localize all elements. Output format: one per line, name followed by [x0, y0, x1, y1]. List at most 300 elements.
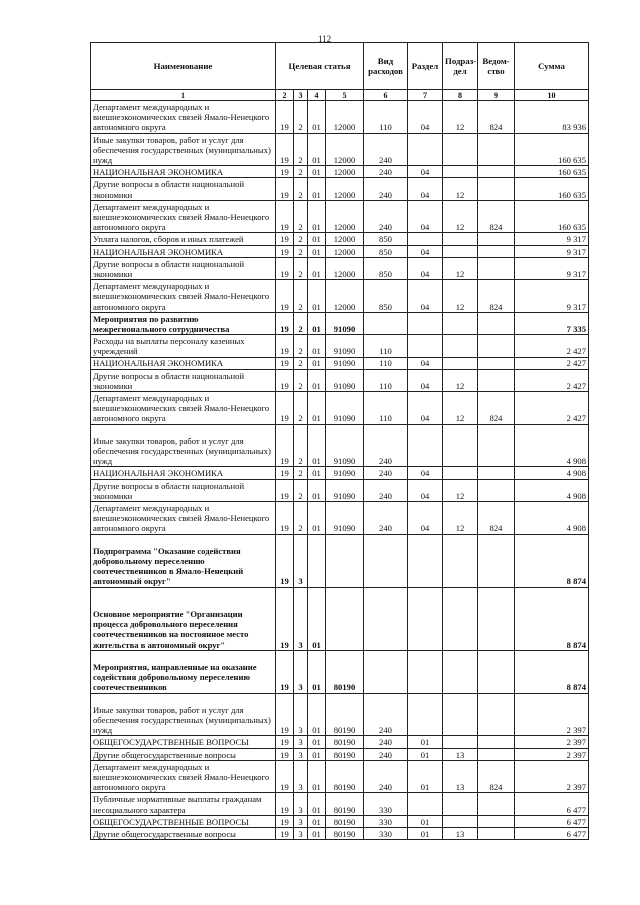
cell-sum: 4 908	[515, 479, 589, 501]
cell-name: Основное мероприятие "Организации процесса добровольного переселения соотечественников на постоянное место жительства в автономный округ"	[91, 587, 276, 650]
column-number: 4	[308, 90, 326, 101]
cell-expense-type	[364, 312, 408, 334]
cell-subsection	[443, 335, 478, 357]
cell-subsection	[443, 650, 478, 693]
cell-target-program: 19	[276, 793, 294, 815]
cell-subsection	[443, 815, 478, 827]
cell-name: Публичные нормативные выплаты гражданам несоциального характера	[91, 793, 276, 815]
table-row	[91, 392, 589, 425]
cell-sum: 7 335	[515, 312, 589, 334]
cell-section: 01	[408, 736, 443, 748]
cell-section: 04	[408, 502, 443, 535]
table-row	[91, 467, 589, 479]
cell-department	[478, 793, 515, 815]
cell-target-program: 19	[276, 534, 294, 587]
cell-department	[478, 587, 515, 650]
cell-name: НАЦИОНАЛЬНАЯ ЭКОНОМИКА	[91, 357, 276, 369]
cell-sum: 9 317	[515, 257, 589, 279]
cell-sum: 2 397	[515, 748, 589, 760]
cell-target-direction: 91090	[326, 335, 364, 357]
cell-department: 824	[478, 101, 515, 134]
cell-subsection: 12	[443, 200, 478, 233]
cell-target-direction: 12000	[326, 233, 364, 245]
cell-sum: 160 635	[515, 200, 589, 233]
table-row	[91, 101, 589, 134]
cell-expense-type: 240	[364, 133, 408, 166]
cell-department: 824	[478, 502, 515, 535]
cell-section: 04	[408, 166, 443, 178]
header-sum: Сумма	[515, 43, 589, 90]
cell-target-subprogram: 2	[294, 467, 308, 479]
cell-target-direction: 12000	[326, 178, 364, 200]
cell-sum: 160 635	[515, 178, 589, 200]
cell-target-program: 19	[276, 650, 294, 693]
cell-target-direction	[326, 534, 364, 587]
cell-target-direction: 80190	[326, 650, 364, 693]
cell-target-event: 01	[308, 357, 326, 369]
table-row	[91, 827, 589, 839]
cell-target-event: 01	[308, 815, 326, 827]
cell-expense-type: 240	[364, 748, 408, 760]
cell-target-program: 19	[276, 479, 294, 501]
cell-section	[408, 233, 443, 245]
cell-sum: 2 427	[515, 335, 589, 357]
cell-department	[478, 245, 515, 257]
table-row	[91, 233, 589, 245]
cell-target-event: 01	[308, 392, 326, 425]
cell-target-event: 01	[308, 133, 326, 166]
cell-target-event: 01	[308, 280, 326, 313]
cell-target-direction: 80190	[326, 760, 364, 793]
cell-section	[408, 587, 443, 650]
cell-target-subprogram: 2	[294, 479, 308, 501]
column-number: 5	[326, 90, 364, 101]
table-row	[91, 760, 589, 793]
cell-target-program: 19	[276, 357, 294, 369]
cell-department	[478, 424, 515, 467]
cell-target-subprogram: 2	[294, 369, 308, 391]
cell-target-event: 01	[308, 693, 326, 736]
cell-target-subprogram: 3	[294, 693, 308, 736]
cell-sum: 9 317	[515, 245, 589, 257]
cell-department	[478, 233, 515, 245]
column-number: 1	[91, 90, 276, 101]
cell-target-event: 01	[308, 748, 326, 760]
cell-section: 01	[408, 815, 443, 827]
cell-target-direction: 12000	[326, 101, 364, 134]
header-target-article: Целевая статья	[276, 43, 364, 90]
cell-name: Другие общегосударственные вопросы	[91, 748, 276, 760]
cell-subsection: 12	[443, 369, 478, 391]
cell-target-program: 19	[276, 424, 294, 467]
header-department: Ведом-ство	[478, 43, 515, 90]
cell-target-direction: 91090	[326, 392, 364, 425]
cell-department: 824	[478, 392, 515, 425]
table-row	[91, 650, 589, 693]
cell-target-event: 01	[308, 424, 326, 467]
cell-target-program: 19	[276, 166, 294, 178]
cell-subsection	[443, 467, 478, 479]
cell-subsection: 12	[443, 502, 478, 535]
cell-section	[408, 793, 443, 815]
cell-target-event: 01	[308, 335, 326, 357]
cell-target-subprogram: 3	[294, 760, 308, 793]
cell-subsection	[443, 245, 478, 257]
cell-name: Департамент международных и внешнеэкономических связей Ямало-Ненецкого автономного округа	[91, 760, 276, 793]
header-section: Раздел	[408, 43, 443, 90]
cell-subsection	[443, 233, 478, 245]
table-row	[91, 257, 589, 279]
cell-name: Другие вопросы в области национальной экономики	[91, 479, 276, 501]
cell-expense-type	[364, 587, 408, 650]
cell-expense-type: 850	[364, 233, 408, 245]
cell-target-direction: 91090	[326, 424, 364, 467]
cell-target-direction: 12000	[326, 133, 364, 166]
cell-name: НАЦИОНАЛЬНАЯ ЭКОНОМИКА	[91, 166, 276, 178]
cell-name: Иные закупки товаров, работ и услуг для обеспечения государственных (муниципальных) нужд	[91, 133, 276, 166]
cell-subsection: 13	[443, 748, 478, 760]
cell-expense-type: 850	[364, 245, 408, 257]
cell-expense-type: 850	[364, 280, 408, 313]
cell-expense-type: 240	[364, 736, 408, 748]
cell-department	[478, 827, 515, 839]
cell-target-event: 01	[308, 312, 326, 334]
table-row	[91, 166, 589, 178]
cell-target-event: 01	[308, 650, 326, 693]
cell-sum: 4 908	[515, 467, 589, 479]
cell-target-direction: 12000	[326, 166, 364, 178]
column-number: 10	[515, 90, 589, 101]
cell-subsection: 12	[443, 280, 478, 313]
cell-target-subprogram: 2	[294, 101, 308, 134]
table-row	[91, 424, 589, 467]
cell-target-program: 19	[276, 392, 294, 425]
cell-section: 04	[408, 392, 443, 425]
cell-target-direction: 91090	[326, 369, 364, 391]
table-row	[91, 793, 589, 815]
budget-table	[90, 42, 589, 840]
cell-section: 04	[408, 178, 443, 200]
cell-target-event: 01	[308, 760, 326, 793]
cell-sum: 2 427	[515, 357, 589, 369]
cell-department: 824	[478, 200, 515, 233]
cell-sum: 4 908	[515, 424, 589, 467]
cell-target-direction: 91090	[326, 479, 364, 501]
cell-name: Подпрограмма "Оказание содействия добровольному переселению соотечественников в Ямало-Ненецкий автономный округ"	[91, 534, 276, 587]
cell-target-event: 01	[308, 793, 326, 815]
column-number: 8	[443, 90, 478, 101]
cell-sum: 4 908	[515, 502, 589, 535]
cell-section: 04	[408, 357, 443, 369]
cell-section	[408, 312, 443, 334]
cell-expense-type: 110	[364, 392, 408, 425]
cell-section	[408, 650, 443, 693]
cell-expense-type: 850	[364, 257, 408, 279]
cell-target-program: 19	[276, 257, 294, 279]
cell-name: Другие общегосударственные вопросы	[91, 827, 276, 839]
cell-section: 04	[408, 369, 443, 391]
cell-sum: 6 477	[515, 815, 589, 827]
cell-sum: 160 635	[515, 166, 589, 178]
cell-section: 04	[408, 200, 443, 233]
cell-target-subprogram: 3	[294, 815, 308, 827]
cell-name: Департамент международных и внешнеэкономических связей Ямало-Ненецкого автономного округа	[91, 280, 276, 313]
cell-subsection	[443, 312, 478, 334]
cell-target-event: 01	[308, 369, 326, 391]
cell-target-event: 01	[308, 467, 326, 479]
cell-sum: 9 317	[515, 233, 589, 245]
cell-target-event: 01	[308, 587, 326, 650]
cell-name: ОБЩЕГОСУДАРСТВЕННЫЕ ВОПРОСЫ	[91, 736, 276, 748]
cell-sum: 2 427	[515, 392, 589, 425]
cell-expense-type: 240	[364, 200, 408, 233]
cell-target-program: 19	[276, 736, 294, 748]
cell-target-program: 19	[276, 502, 294, 535]
cell-subsection	[443, 693, 478, 736]
cell-subsection: 12	[443, 392, 478, 425]
cell-section: 01	[408, 760, 443, 793]
cell-target-subprogram: 2	[294, 424, 308, 467]
cell-name: Другие вопросы в области национальной экономики	[91, 178, 276, 200]
cell-department	[478, 479, 515, 501]
cell-sum: 2 397	[515, 760, 589, 793]
cell-department	[478, 257, 515, 279]
cell-target-subprogram: 3	[294, 827, 308, 839]
cell-target-direction: 91090	[326, 312, 364, 334]
column-number: 9	[478, 90, 515, 101]
table-row	[91, 357, 589, 369]
cell-expense-type: 330	[364, 793, 408, 815]
cell-department: 824	[478, 760, 515, 793]
cell-subsection	[443, 736, 478, 748]
cell-target-program: 19	[276, 178, 294, 200]
cell-section	[408, 693, 443, 736]
column-number: 7	[408, 90, 443, 101]
cell-expense-type: 110	[364, 335, 408, 357]
cell-target-program: 19	[276, 760, 294, 793]
column-number: 3	[294, 90, 308, 101]
cell-expense-type: 240	[364, 693, 408, 736]
cell-sum: 6 477	[515, 827, 589, 839]
cell-target-subprogram: 2	[294, 233, 308, 245]
cell-name: Уплата налогов, сборов и иных платежей	[91, 233, 276, 245]
cell-target-subprogram: 2	[294, 257, 308, 279]
cell-name: Департамент международных и внешнеэкономических связей Ямало-Ненецкого автономного округа	[91, 392, 276, 425]
cell-target-subprogram: 2	[294, 178, 308, 200]
cell-section	[408, 424, 443, 467]
cell-section: 04	[408, 101, 443, 134]
cell-department	[478, 335, 515, 357]
column-number-row	[91, 90, 589, 101]
cell-name: Другие вопросы в области национальной экономики	[91, 257, 276, 279]
cell-department	[478, 166, 515, 178]
cell-expense-type	[364, 650, 408, 693]
cell-target-direction: 80190	[326, 693, 364, 736]
cell-section	[408, 534, 443, 587]
cell-target-event: 01	[308, 178, 326, 200]
cell-department	[478, 736, 515, 748]
cell-subsection: 13	[443, 760, 478, 793]
cell-subsection	[443, 587, 478, 650]
cell-expense-type: 240	[364, 760, 408, 793]
cell-target-program: 19	[276, 233, 294, 245]
cell-name: Мероприятия, направленные на оказание содействия добровольному переселению соотечественников	[91, 650, 276, 693]
cell-department: 824	[478, 280, 515, 313]
cell-department	[478, 748, 515, 760]
cell-target-subprogram: 2	[294, 245, 308, 257]
cell-target-event	[308, 534, 326, 587]
cell-target-direction: 12000	[326, 257, 364, 279]
cell-subsection: 12	[443, 178, 478, 200]
cell-target-subprogram: 3	[294, 650, 308, 693]
cell-target-program: 19	[276, 245, 294, 257]
cell-section: 04	[408, 467, 443, 479]
table-row	[91, 280, 589, 313]
cell-target-subprogram: 3	[294, 736, 308, 748]
cell-name: Другие вопросы в области национальной экономики	[91, 369, 276, 391]
cell-name: НАЦИОНАЛЬНАЯ ЭКОНОМИКА	[91, 245, 276, 257]
table-row	[91, 245, 589, 257]
cell-subsection: 12	[443, 479, 478, 501]
cell-target-program: 19	[276, 101, 294, 134]
cell-name: Иные закупки товаров, работ и услуг для обеспечения государственных (муниципальных) нужд	[91, 693, 276, 736]
cell-name: Департамент международных и внешнеэкономических связей Ямало-Ненецкого автономного округа	[91, 200, 276, 233]
cell-target-event: 01	[308, 233, 326, 245]
cell-name: ОБЩЕГОСУДАРСТВЕННЫЕ ВОПРОСЫ	[91, 815, 276, 827]
cell-expense-type: 110	[364, 357, 408, 369]
table-row	[91, 502, 589, 535]
cell-expense-type: 240	[364, 424, 408, 467]
cell-sum: 2 397	[515, 693, 589, 736]
column-number: 2	[276, 90, 294, 101]
cell-sum: 8 874	[515, 587, 589, 650]
cell-sum: 2 397	[515, 736, 589, 748]
cell-target-program: 19	[276, 369, 294, 391]
cell-sum: 160 635	[515, 133, 589, 166]
cell-expense-type	[364, 534, 408, 587]
cell-expense-type: 330	[364, 827, 408, 839]
table-row	[91, 693, 589, 736]
cell-target-direction: 91090	[326, 467, 364, 479]
cell-section: 01	[408, 827, 443, 839]
cell-name: Департамент международных и внешнеэкономических связей Ямало-Ненецкого автономного округа	[91, 101, 276, 134]
cell-target-direction: 12000	[326, 245, 364, 257]
cell-expense-type: 240	[364, 467, 408, 479]
page-number: 112	[318, 34, 332, 44]
cell-target-program: 19	[276, 133, 294, 166]
cell-sum: 2 427	[515, 369, 589, 391]
cell-target-direction: 12000	[326, 280, 364, 313]
cell-target-event: 01	[308, 200, 326, 233]
cell-subsection	[443, 424, 478, 467]
cell-target-event: 01	[308, 166, 326, 178]
cell-subsection	[443, 133, 478, 166]
cell-sum: 6 477	[515, 793, 589, 815]
cell-department	[478, 467, 515, 479]
cell-target-event: 01	[308, 827, 326, 839]
table-row	[91, 133, 589, 166]
cell-target-program: 19	[276, 312, 294, 334]
cell-target-direction: 12000	[326, 200, 364, 233]
cell-target-event: 01	[308, 101, 326, 134]
cell-name: Департамент международных и внешнеэкономических связей Ямало-Ненецкого автономного округа	[91, 502, 276, 535]
cell-target-subprogram: 2	[294, 357, 308, 369]
table-header-row	[91, 43, 589, 90]
cell-name: Мероприятия по развитию межрегионального сотрудничества	[91, 312, 276, 334]
cell-target-direction: 91090	[326, 502, 364, 535]
cell-target-subprogram: 2	[294, 133, 308, 166]
cell-name: Иные закупки товаров, работ и услуг для обеспечения государственных (муниципальных) нужд	[91, 424, 276, 467]
cell-target-event: 01	[308, 245, 326, 257]
cell-target-subprogram: 2	[294, 166, 308, 178]
table-row	[91, 748, 589, 760]
cell-section: 04	[408, 257, 443, 279]
cell-section	[408, 335, 443, 357]
cell-section: 04	[408, 479, 443, 501]
table-row	[91, 200, 589, 233]
cell-section	[408, 133, 443, 166]
table-row	[91, 534, 589, 587]
cell-section: 04	[408, 280, 443, 313]
cell-sum: 8 874	[515, 650, 589, 693]
cell-subsection	[443, 534, 478, 587]
cell-target-direction: 80190	[326, 793, 364, 815]
table-row	[91, 587, 589, 650]
cell-department	[478, 312, 515, 334]
cell-target-direction: 80190	[326, 736, 364, 748]
cell-subsection	[443, 357, 478, 369]
table-row	[91, 736, 589, 748]
cell-expense-type: 240	[364, 178, 408, 200]
cell-name: Расходы на выплаты персоналу казенных учреждений	[91, 335, 276, 357]
cell-subsection	[443, 166, 478, 178]
table-row	[91, 335, 589, 357]
table-row	[91, 815, 589, 827]
cell-target-program: 19	[276, 815, 294, 827]
cell-target-program: 19	[276, 280, 294, 313]
cell-department	[478, 357, 515, 369]
cell-target-event: 01	[308, 502, 326, 535]
cell-department	[478, 650, 515, 693]
cell-section: 04	[408, 245, 443, 257]
cell-target-program: 19	[276, 827, 294, 839]
cell-target-subprogram: 2	[294, 280, 308, 313]
cell-target-program: 19	[276, 200, 294, 233]
cell-target-program: 19	[276, 335, 294, 357]
cell-target-program: 19	[276, 693, 294, 736]
cell-expense-type: 240	[364, 166, 408, 178]
cell-target-program: 19	[276, 587, 294, 650]
cell-target-direction: 80190	[326, 827, 364, 839]
cell-subsection: 12	[443, 101, 478, 134]
cell-target-program: 19	[276, 748, 294, 760]
table-row	[91, 178, 589, 200]
column-number: 6	[364, 90, 408, 101]
cell-sum: 8 874	[515, 534, 589, 587]
cell-subsection: 13	[443, 827, 478, 839]
header-subsection: Подраз-дел	[443, 43, 478, 90]
cell-department	[478, 815, 515, 827]
cell-department	[478, 693, 515, 736]
cell-expense-type: 240	[364, 502, 408, 535]
header-name: Наименование	[91, 43, 276, 90]
cell-target-subprogram: 3	[294, 793, 308, 815]
cell-target-event: 01	[308, 736, 326, 748]
table-row	[91, 369, 589, 391]
cell-target-event: 01	[308, 257, 326, 279]
cell-target-subprogram: 2	[294, 335, 308, 357]
cell-expense-type: 110	[364, 101, 408, 134]
